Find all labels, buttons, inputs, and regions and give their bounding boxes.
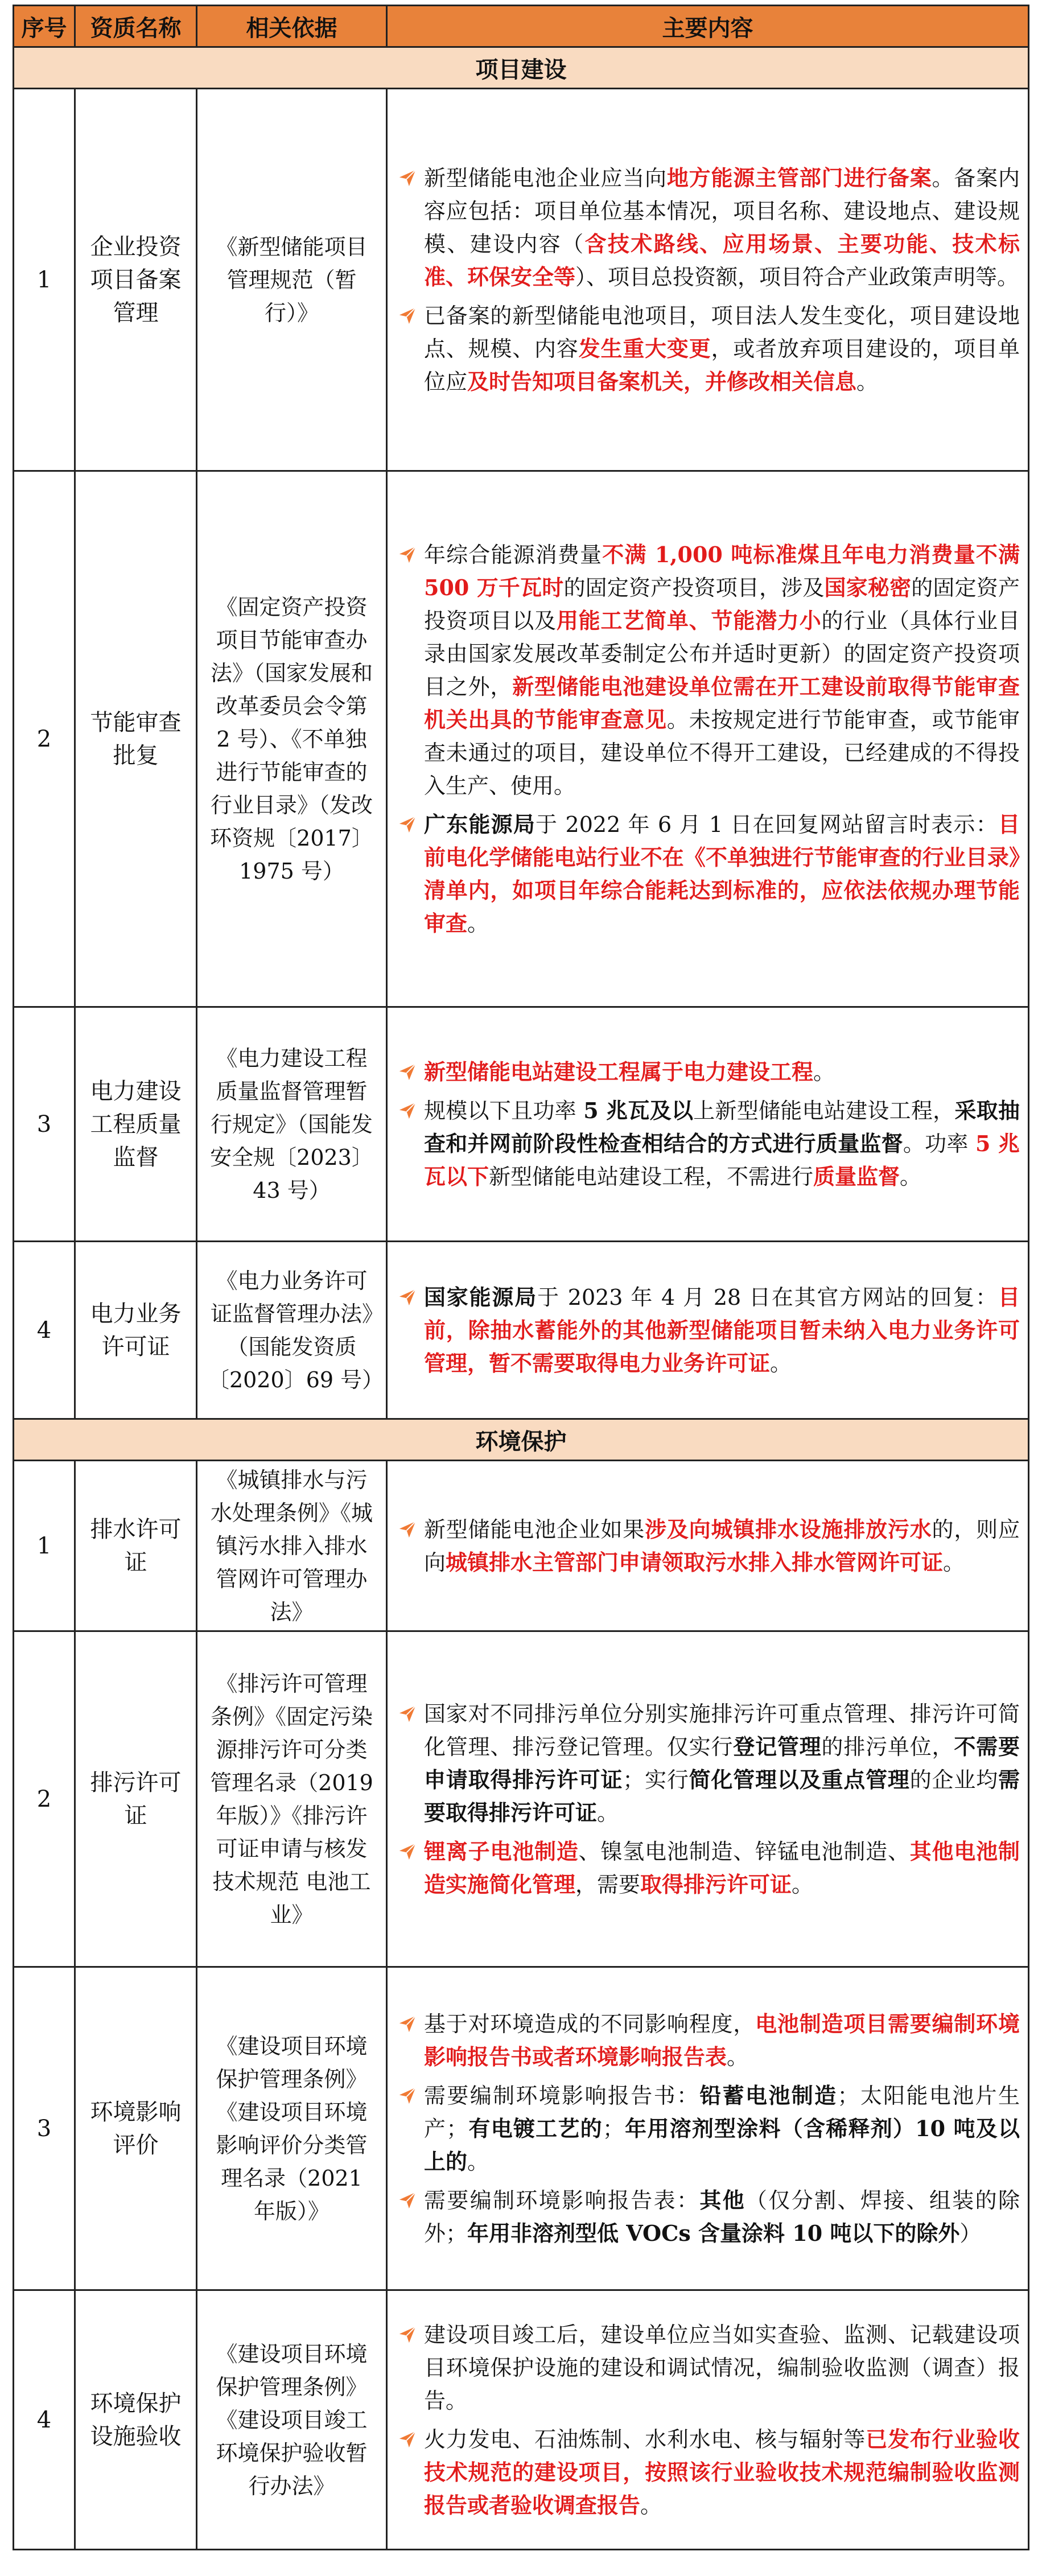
legal-basis: 《电力建设工程质量监督管理暂行规定》（国能发安全规〔2023〕43 号）: [197, 1007, 387, 1242]
text-segment: 的行业（具体行业目录由国家发展改革委制定公布并适时更新）的固定资产投资项目之外，: [424, 608, 1020, 699]
main-content: [387, 89, 1029, 471]
text-segment: 的企业均: [909, 1767, 998, 1792]
bold-text: 其他: [699, 2187, 746, 2213]
legal-basis: 《城镇排水与污水处理条例》《城镇污水排入排水管网许可管理办法》: [197, 1461, 387, 1631]
highlighted-text: 新型储能电池建设单位需在开工建设前取得节能审查机关出具的节能审查意见: [424, 673, 1020, 732]
text-segment: 新型储能电站建设工程，不需进行: [489, 1164, 814, 1189]
paper-plane-icon: [391, 2079, 424, 2112]
content-bullet: [391, 538, 1020, 802]
bullet-text: [424, 2008, 1020, 2074]
bold-text: 简化管理以及重点管理: [689, 1766, 910, 1792]
paper-plane-icon: [391, 1281, 424, 1314]
text-segment: 。功率: [903, 1131, 976, 1156]
row-serial-number: 3: [14, 1967, 75, 2290]
highlighted-text: 发生重大变更: [578, 335, 711, 361]
content-bullet: [391, 1056, 1020, 1089]
highlighted-text: 涉及向城镇排水设施排放污水: [645, 1516, 932, 1542]
text-segment: 的固定资产投资项目，涉及: [563, 575, 825, 600]
paper-plane-icon: [391, 1697, 424, 1730]
text-segment: ）、项目总投资额，项目符合产业政策声明等。: [575, 264, 1019, 290]
legal-basis: 《建设项目环境保护管理条例》《建设项目竣工环境保护验收暂行办法》: [197, 2290, 387, 2550]
text-segment: ，或者放弃项目建设的，项目单位应: [424, 336, 1020, 394]
highlighted-text: 国家秘密: [824, 574, 912, 600]
table-row: [14, 1007, 1029, 1242]
row-serial-number: 2: [14, 1631, 75, 1967]
content-bullet: [391, 1281, 1020, 1380]
text-segment: 、镍氢电池制造、锌锰电池制造、: [578, 1839, 910, 1864]
bullet-text: [424, 538, 1020, 802]
table-row: [14, 89, 1029, 471]
bullet-text: [424, 1835, 1020, 1901]
bullet-text: [424, 808, 1020, 940]
highlighted-text: 不满 1,000 吨标准煤且年电力消费量不满 500 万千瓦时: [424, 541, 1020, 600]
text-segment: 。: [467, 2149, 489, 2174]
content-bullet: [391, 2079, 1020, 2178]
table-row: [14, 1461, 1029, 1631]
table-row: [14, 1631, 1029, 1967]
bold-text: 年用非溶剂型低 VOCs 含量涂料 10 吨以下的除外: [467, 2220, 960, 2246]
highlighted-text: 其他电池制造实施简化管理: [424, 1838, 1020, 1897]
legal-basis: 《排污许可管理条例》《固定污染源排污许可分类管理名录（2019 年版）》《排污许可证申请与核发技术规范 电池工业》: [197, 1631, 387, 1967]
highlighted-text: 5 兆瓦以下: [424, 1130, 1020, 1189]
bullet-text: [424, 2184, 1020, 2250]
bold-text: 5 兆瓦及以: [583, 1097, 694, 1123]
bold-text: 登记管理: [733, 1733, 822, 1759]
section-row: [14, 47, 1029, 89]
text-segment: 已备案的新型储能电池项目，项目法人发生变化，项目建设地点、规模、内容: [424, 303, 1020, 361]
table-body: [14, 47, 1029, 2550]
highlighted-text: 取得排污许可证: [640, 1871, 792, 1897]
header-legal-basis: 相关依据: [197, 6, 387, 47]
main-content: [387, 1461, 1029, 1631]
text-segment: 。: [792, 1872, 814, 1897]
paper-plane-icon: [391, 2184, 424, 2217]
highlighted-text: 地方能源主管部门进行备案: [666, 164, 932, 191]
text-segment: 。: [856, 369, 879, 394]
text-segment: ；: [602, 2116, 624, 2141]
qualification-name: 环境保护设施验收: [75, 2290, 197, 2550]
text-segment: ；太阳能电池片生产；: [424, 2083, 1020, 2141]
table-row: [14, 471, 1029, 1007]
text-segment: 新型储能电池企业如果: [424, 1516, 645, 1542]
main-content: [387, 471, 1029, 1007]
text-segment: 。: [900, 1164, 922, 1189]
bullet-text: [424, 1056, 1020, 1089]
table-row: [14, 1967, 1029, 2290]
highlighted-text: 城镇排水主管部门申请领取污水排入排水管网许可证: [446, 1549, 944, 1575]
qualification-table: [13, 5, 1029, 2550]
content-bullet: [391, 2184, 1020, 2250]
text-segment: 火力发电、石油炼制、水利水电、核与辐射等: [424, 2426, 866, 2452]
highlighted-text: 新型储能电站建设工程属于电力建设工程: [424, 1058, 814, 1085]
section-title: 项目建设: [14, 47, 1029, 89]
content-bullet: [391, 808, 1020, 940]
text-segment: 。: [943, 1549, 965, 1575]
highlighted-text: 含技术路线、应用场景、主要功能、技术标准、环保安全等: [424, 230, 1020, 290]
content-bullet: [391, 299, 1020, 398]
bold-text: 不需要申请取得排污许可证: [424, 1733, 1020, 1792]
text-segment: 于 2022 年 6 月 1 日在回复网站留言时表示：: [536, 811, 998, 837]
text-segment: 上新型储能电站建设工程，: [693, 1098, 955, 1123]
content-bullet: [391, 162, 1020, 294]
highlighted-text: 及时告知项目备案机关，并修改相关信息: [467, 368, 857, 394]
main-content: [387, 1967, 1029, 2290]
text-segment: 需要编制环境影响报告表：: [424, 2187, 700, 2213]
text-segment: 。: [813, 1059, 835, 1085]
content-bullet: [391, 2008, 1020, 2074]
text-segment: ，需要: [575, 1872, 641, 1897]
text-segment: ；实行: [623, 1767, 689, 1792]
paper-plane-icon: [391, 808, 424, 841]
paper-plane-icon: [391, 2318, 424, 2351]
text-segment: 。: [467, 910, 489, 936]
main-content: [387, 1631, 1029, 1967]
text-segment: 。: [770, 1350, 792, 1376]
qualification-name: 节能审查批复: [75, 471, 197, 1007]
text-segment: 年综合能源消费量: [424, 542, 603, 567]
bullet-text: [424, 1697, 1020, 1829]
bullet-text: [424, 1094, 1020, 1193]
highlighted-text: 目前电化学储能电站行业不在《不单独进行节能审查的行业目录》清单内，如项目年综合能耗达到标准的，应依法依规办理节能审查: [424, 811, 1020, 936]
highlighted-text: 用能工艺简单、节能潜力小: [556, 607, 822, 633]
highlighted-text: 质量监督: [813, 1163, 900, 1189]
text-segment: 。: [640, 2492, 662, 2518]
legal-basis: 《新型储能项目管理规范（暂行）》: [197, 89, 387, 471]
section-row: [14, 1419, 1029, 1461]
paper-plane-icon: [391, 299, 424, 332]
content-bullet: [391, 2423, 1020, 2522]
text-segment: 基于对环境造成的不同影响程度，: [424, 2011, 756, 2037]
bullet-text: [424, 162, 1020, 294]
text-segment: 新型储能电池企业应当向: [424, 165, 667, 191]
content-bullet: [391, 1835, 1020, 1901]
text-segment: 。: [727, 2044, 749, 2070]
row-serial-number: 1: [14, 89, 75, 471]
qualification-name: 电力建设工程质量监督: [75, 1007, 197, 1242]
text-segment: 的固定资产投资项目以及: [424, 575, 1020, 633]
table-row: [14, 2290, 1029, 2550]
text-segment: 。备案内容应包括：项目单位基本情况，项目名称、建设地点、建设规模、建设内容（: [424, 165, 1020, 257]
text-segment: （仅分割、焊接、组装的除外；: [424, 2187, 1020, 2246]
row-serial-number: 4: [14, 2290, 75, 2550]
paper-plane-icon: [391, 538, 424, 571]
row-serial-number: 2: [14, 471, 75, 1007]
row-serial-number: 4: [14, 1242, 75, 1419]
row-serial-number: 1: [14, 1461, 75, 1631]
header-row: [14, 6, 1029, 47]
qualification-name: 电力业务许可证: [75, 1242, 197, 1419]
bullet-text: [424, 1513, 1020, 1579]
section-title: 环境保护: [14, 1419, 1029, 1461]
text-segment: 的，则应向: [424, 1516, 1020, 1575]
main-content: [387, 2290, 1029, 2550]
paper-plane-icon: [391, 2423, 424, 2456]
bold-text: 广东能源局: [424, 811, 536, 837]
highlighted-text: 锂离子电池制造: [424, 1838, 579, 1864]
main-content: [387, 1007, 1029, 1242]
text-segment: 于 2023 年 4 月 28 日在其官方网站的回复：: [537, 1284, 998, 1310]
bold-text: 国家能源局: [424, 1284, 538, 1310]
bold-text: 采取抽查和并网前阶段性检查相结合的方式进行质量监督: [424, 1097, 1020, 1156]
paper-plane-icon: [391, 2008, 424, 2041]
legal-basis: 《建设项目环境保护管理条例》《建设项目环境影响评价分类管理名录（2021 年版）》: [197, 1967, 387, 2290]
text-segment: 规模以下且功率: [424, 1098, 584, 1123]
qualification-name: 环境影响评价: [75, 1967, 197, 2290]
paper-plane-icon: [391, 1513, 424, 1546]
content-bullet: [391, 1513, 1020, 1579]
legal-basis: 《电力业务许可证监督管理办法》（国能发资质〔2020〕69 号）: [197, 1242, 387, 1419]
highlighted-text: 已发布行业验收技术规范的建设项目，按照该行业验收技术规范编制验收监测报告或者验收调查报告: [424, 2426, 1020, 2518]
bold-text: 有电镀工艺的: [468, 2115, 603, 2141]
text-segment: 。: [597, 1800, 619, 1825]
content-bullet: [391, 1697, 1020, 1829]
main-content: [387, 1242, 1029, 1419]
bold-text: 需要取得排污许可证: [424, 1766, 1020, 1825]
paper-plane-icon: [391, 1835, 424, 1868]
paper-plane-icon: [391, 162, 424, 195]
bullet-text: [424, 2079, 1020, 2178]
bullet-text: [424, 2318, 1020, 2417]
bullet-text: [424, 2423, 1020, 2522]
text-segment: 的排污单位，: [821, 1734, 954, 1759]
header-serial: 序号: [14, 6, 75, 47]
highlighted-text: 电池制造项目需要编制环境影响报告书或者环境影响报告表: [424, 2010, 1020, 2070]
table-row: [14, 1242, 1029, 1419]
header-qualification-name: 资质名称: [75, 6, 197, 47]
qualification-name: 排污许可证: [75, 1631, 197, 1967]
qualification-name: 排水许可证: [75, 1461, 197, 1631]
text-segment: 国家对不同排污单位分别实施排污许可重点管理、排污许可简化管理、排污登记管理。仅实行: [424, 1701, 1020, 1759]
text-segment: 。未按规定进行节能审查，或节能审查未通过的项目，建设单位不得开工建设，已经建成的不得投入生产、使用。: [424, 707, 1020, 798]
text-segment: ）: [959, 2220, 982, 2246]
highlighted-text: 目前，除抽水蓄能外的其他新型储能项目暂未纳入电力业务许可管理，暂不需要取得电力业务许可证: [424, 1284, 1020, 1376]
paper-plane-icon: [391, 1056, 424, 1089]
content-bullet: [391, 1094, 1020, 1193]
qualification-name: 企业投资项目备案管理: [75, 89, 197, 471]
bullet-text: [424, 299, 1020, 398]
text-segment: 建设项目竣工后，建设单位应当如实查验、监测、记载建设项目环境保护设施的建设和调试情况，编制验收监测（调查）报告。: [424, 2322, 1020, 2413]
paper-plane-icon: [391, 1094, 424, 1127]
row-serial-number: 3: [14, 1007, 75, 1242]
content-bullet: [391, 2318, 1020, 2417]
text-segment: 需要编制环境影响报告书：: [424, 2083, 700, 2108]
bold-text: 年用溶剂型涂料（含稀释剂）10 吨及以上的: [424, 2115, 1020, 2174]
bold-text: 铅蓄电池制造: [699, 2082, 838, 2108]
bullet-text: [424, 1281, 1020, 1380]
header-main-content: 主要内容: [387, 6, 1029, 47]
legal-basis: 《固定资产投资项目节能审查办法》（国家发展和改革委员会令第 2 号）、《不单独进行节能审查的行业目录》（发改环资规〔2017〕1975 号）: [197, 471, 387, 1007]
